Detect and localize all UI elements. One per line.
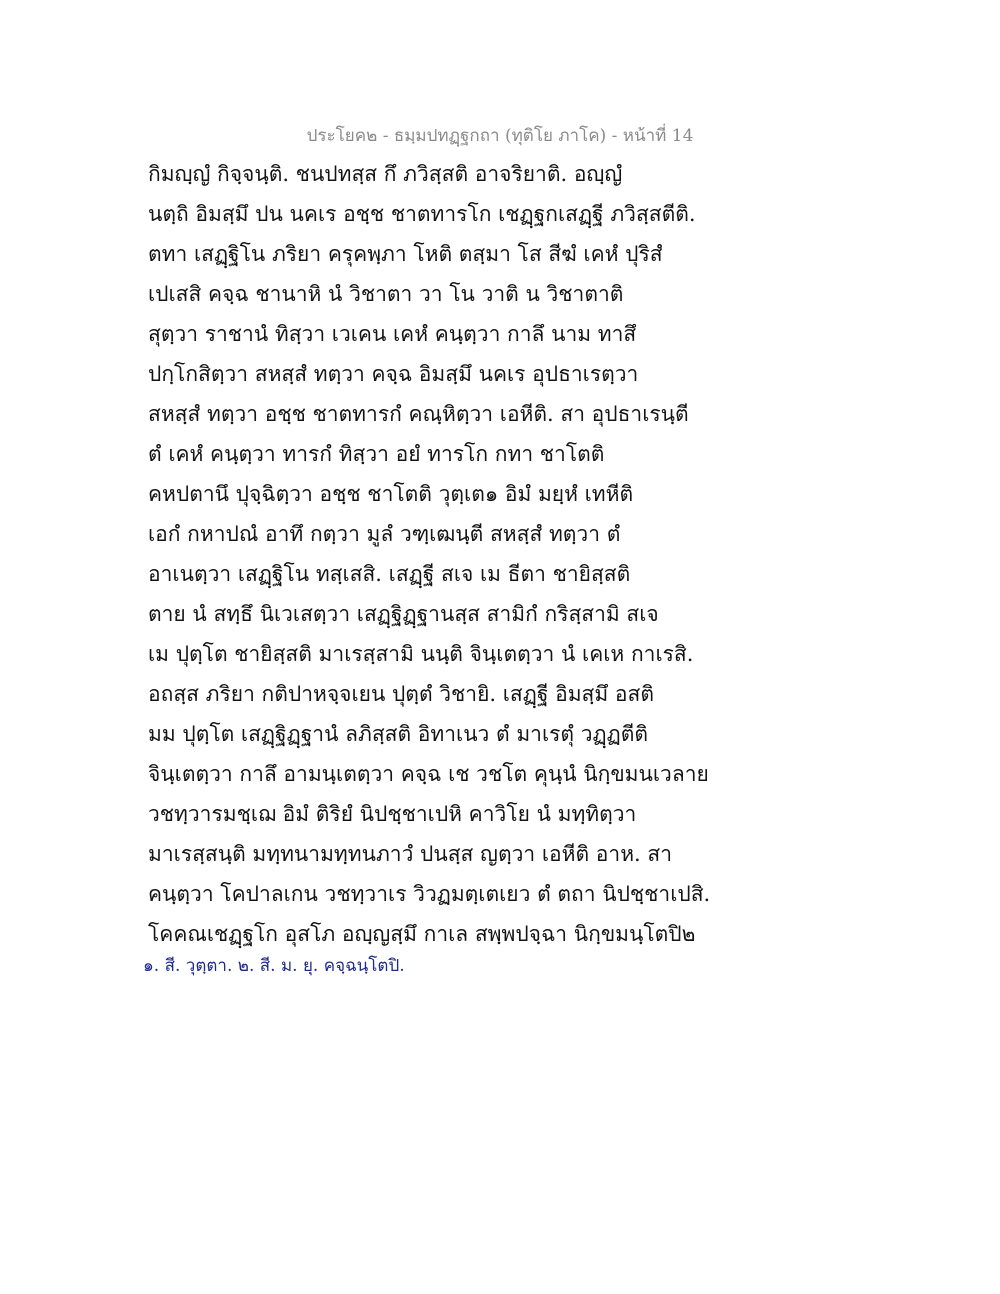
text-line: ปกฺโกสิตฺวา สหสฺสํ ทตฺวา คจฺฉ อิมสฺมึ นคเร อุปธาเรตฺวา — [148, 362, 639, 386]
text-line: คหปตานึ ปุจฺฉิตฺวา อชฺช ชาโตติ วุตฺเต๑ อิมํ มยฺหํ เทหีติ — [148, 482, 634, 506]
text-line: นตฺถิ อิมสฺมึ ปน นคเร อชฺช ชาตทารโก เชฏฺฐกเสฏฺฐี ภวิสฺสตีติ. — [148, 202, 696, 226]
text-line: สหสฺสํ ทตฺวา อชฺช ชาตทารกํ คณฺหิตฺวา เอหีติ. สา อุปธาเรนฺตี — [148, 402, 689, 426]
text-line: อถสฺส ภริยา กติปาหจฺจเยน ปุตฺตํ วิชายิ. เสฏฺฐี อิมสฺมึ อสติ — [148, 682, 654, 706]
text-line: ตํ เคหํ คนฺตฺวา ทารกํ ทิสฺวา อยํ ทารโก กทา ชาโตติ — [148, 442, 605, 466]
text-line: อาเนตฺวา เสฏฺฐิโน ทสฺเสสิ. เสฏฺฐี สเจ เม ธีตา ชายิสฺสติ — [148, 562, 631, 586]
text-line: คนฺตฺวา โคปาลเกน วชทฺวาเร วิวฏมตฺเตเยว ตํ ตถา นิปชฺชาเปสิ. — [148, 882, 711, 906]
body-text — [148, 154, 868, 954]
text-line: เม ปุตฺโต ชายิสฺสติ มาเรสฺสามิ นนฺติ จินฺเตตฺวา นํ เคเห กาเรสิ. — [148, 642, 694, 666]
text-line: มาเรสฺสนฺติ มทฺทนามทฺทนภาวํ ปนสฺส ญตฺวา เอหีติ อาห. สา — [148, 842, 672, 866]
text-line: จินฺเตตฺวา กาลึ อามนฺเตตฺวา คจฺฉ เช วชโต คุนฺนํ นิกฺขมนเวลาย — [148, 762, 709, 786]
text-line: วชทฺวารมชฺเฌ อิมํ ติริยํ นิปชฺชาเปหิ คาวิโย นํ มทฺทิตฺวา — [148, 802, 637, 826]
text-line: สุตฺวา ราชานํ ทิสฺวา เวเคน เคหํ คนฺตฺวา กาลึ นาม ทาสึ — [148, 322, 637, 346]
text-line: เปเสสิ คจฺฉ ชานาหิ นํ วิชาตา วา โน วาติ น วิชาตาติ — [148, 282, 624, 306]
footnote: ๑. สี. วุตฺตา. ๒. สี. ม. ยุ. คจฺฉนฺโตปิ. — [143, 956, 405, 976]
text-line: ตาย นํ สทฺธึ นิเวเสตฺวา เสฏฺฐิฏฺฐานสฺส สามิกํ กริสฺสามิ สเจ — [148, 602, 659, 626]
text-line: ตทา เสฏฺฐิโน ภริยา ครุคพฺภา โหติ ตสฺมา โส สีฆํ เคหํ ปุริสํ — [148, 242, 663, 266]
text-line: กิมญฺญํ กิจฺจนฺติ. ชนปทสฺส กึ ภวิสฺสติ อาจริยาติ. อญฺญํ — [148, 162, 623, 186]
text-line: มม ปุตฺโต เสฏฺฐิฏฺฐานํ ลภิสฺสติ อิทาเนว ตํ มาเรตุํ วฏฺฏตีติ — [148, 722, 649, 746]
text-line: โคคณเชฏฺฐโก อุสโภ อญฺญสฺมึ กาเล สพฺพปจฺฉา นิกฺขมนฺโตปิ๒ — [148, 922, 696, 946]
text-line: เอกํ กหาปณํ อาทึ กตฺวา มูลํ วฑฺเฒนฺตี สหสฺสํ ทตฺวา ตํ — [148, 522, 621, 546]
running-head: ประโยค๒ - ธมฺมปทฏฺฐกถา (ทุติโย ภาโค) - หน้าที่ 14 — [306, 126, 694, 146]
